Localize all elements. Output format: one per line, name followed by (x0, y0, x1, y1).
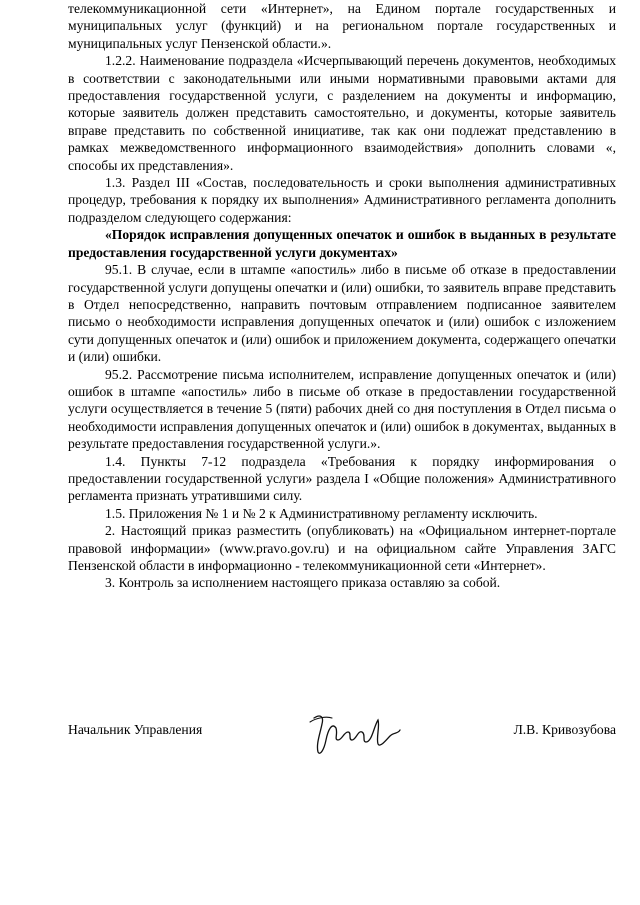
subsection-heading: «Порядок исправления допущенных опечаток и ошибок в выданных в результате предоставления государственной услуги документах» (68, 227, 616, 260)
document-body (68, 0, 616, 592)
handwritten-signature (306, 710, 406, 760)
paragraph-continuation: телекоммуникационной сети «Интернет», на Едином портале государственных и муниципальных услуг (функций) и на региональном портале государственных и муниципальных услуг Пензенской области.». (68, 1, 616, 51)
signatory-name: Л.В. Кривозубова (513, 722, 616, 737)
paragraph-95-1: 95.1. В случае, если в штампе «апостиль» либо в письме об отказе в предоставлении государственной услуги допущены опечатки и (или) ошибки, то заявитель вправе представить в Отдел непосредственно, направить почтовым отправлением подписанное заявителем письмо о необходимости исправления допущенных опечаток и (или) ошибок с изложением сути допущенных опечаток и (или) ошибок и приложением документа, содержащего опечатки и (или) ошибки. (68, 262, 616, 365)
paragraph-3: 3. Контроль за исполнением настоящего приказа оставляю за собой. (105, 575, 501, 591)
signature-block (68, 722, 616, 772)
paragraph-1-2-2: 1.2.2. Наименование подраздела «Исчерпывающий перечень документов, необходимых в соответствии с законодательными или иными нормативными правовыми актами для предоставления государственной услуги, с разделением на документы и информацию, которые заявитель должен представить самостоятельно, и документы, которые заявитель вправе представить по собственной инициативе, так как они подлежат представлению в рамках межведомственного информационного взаимодействия» дополнить словами «, способы их представления». (68, 53, 616, 173)
paragraph-95-2: 95.2. Рассмотрение письма исполнителем, исправление допущенных опечаток и (или) ошибок в штампе «апостиль» либо в письме об отказе в предоставлении государственной услуги осуществляется в течение 5 (пяти) рабочих дней со дня поступления в Отдел письма о необходимости исправления допущенных опечаток и (или) ошибок в документах, выданных в результате предоставления государственной услуги.». (68, 366, 616, 452)
paragraph-1-4: 1.4. Пункты 7-12 подраздела «Требования к порядку информирования о предоставлении государственной услуги» раздела I «Общие положения» Административного регламента признать утратившими силу. (68, 453, 616, 504)
signatory-position: Начальник Управления (68, 722, 203, 737)
paragraph-1-5: 1.5. Приложения № 1 и № 2 к Административному регламенту исключить. (105, 505, 538, 521)
paragraph-1-3: 1.3. Раздел III «Состав, последовательность и сроки выполнения административных процедур, требования к порядку их выполнения» Административного регламента дополнить подразделом следующего содержания: (68, 175, 616, 225)
paragraph-2: 2. Настоящий приказ разместить (опубликовать) на «Официальном интернет-портале правовой информации» (www.pravo.gov.ru) и на официальном сайте Управления ЗАГС Пензенской области в информационно - телекоммуникационной сети «Интернет». (68, 523, 616, 573)
